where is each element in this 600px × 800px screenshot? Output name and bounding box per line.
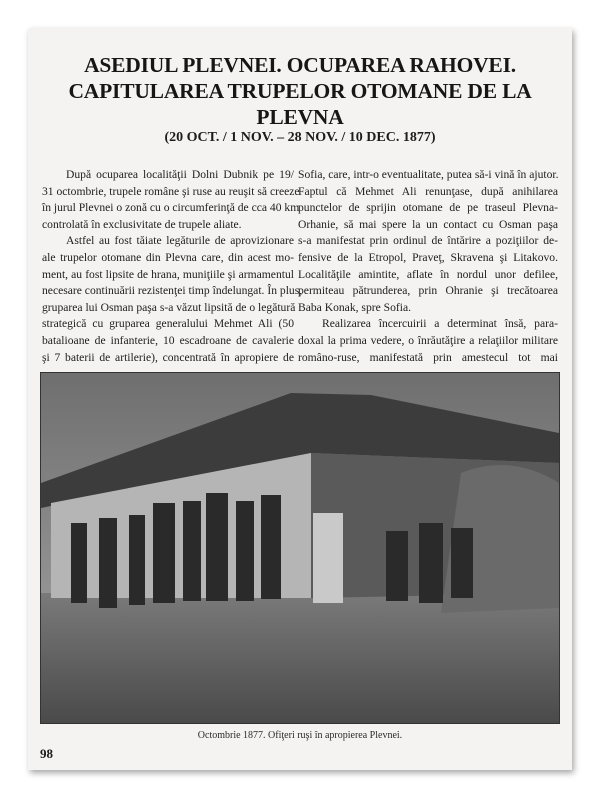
text-line: Orhanie, să mai spere la un contact cu Osman paşa (298, 217, 558, 231)
left-column (42, 167, 303, 366)
text-line: Realizarea încercuirii a determinat însă, para- (322, 317, 558, 331)
officer-light-coat (313, 513, 343, 603)
chapter-dates: (20 OCT. / 1 NOV. – 28 NOV. / 10 DEC. 1877) (164, 130, 436, 145)
photo-illustration (41, 373, 559, 723)
text-line: Astfel au fost tăiate legăturile de aprovizionare (66, 234, 294, 248)
text-line: Localităţile amintite, aflate în nordul unor defilee, (298, 267, 558, 281)
text-line: ale trupelor otomane din Plevna care, din acest mo- (42, 250, 294, 264)
text-line: ment, au fost lipsite de hrana, muniţiile şi armamentul (42, 267, 294, 281)
text-line: permiteau pătrunderea, prin Ohranie şi trecătoarea (298, 284, 558, 298)
text-line: şi 7 baterii de artilerie), concentrată în apropiere de (42, 350, 294, 364)
text-line: punctelor de sprijin otomane de pe traseul Plevna- (298, 201, 558, 215)
ground (41, 593, 559, 723)
text-line: fensive de la Etropol, Praveţ, Skravena şi Litakovo. (298, 250, 558, 264)
text-line: româno-ruse, manifestată prin amestecul tot mai (298, 350, 558, 364)
text-line: gruparea lui Osman paşa s-a văzut lipsită de o legătură (42, 300, 296, 314)
historical-photo (40, 372, 560, 724)
text-line: Baba Konak, spre Sofia. (298, 300, 412, 314)
text-line: s-a manifestat prin ordinul de întărire a poziţiilor de- (298, 234, 558, 248)
text-line: strategică cu gruparea generalului Mehmet Ali (50 (42, 317, 294, 331)
text-line: După ocuparea localităţii Dolni Dubnik pe 19/ (66, 168, 294, 181)
text-line: necesare continuării rezistenţei timp îndelungat. În plus, (42, 284, 303, 298)
text-line: controlată în exclusivitate de trupele aliate. (42, 217, 242, 231)
text-line: 31 octombrie, trupele române şi ruse au reuşit să creeze (42, 184, 300, 198)
page-number: 98 (40, 746, 53, 761)
title-line: CAPITULAREA TRUPELOR OTOMANE DE LA (68, 79, 532, 103)
text-line: batalioane de infanterie, 10 escadroane de cavalerie (42, 333, 294, 347)
title-line: ASEDIUL PLEVNEI. OCUPAREA RAHOVEI. (84, 53, 516, 77)
text-line: doxal la prima vedere, o înrăutăţire a relaţiilor militare (298, 333, 558, 347)
text-line: Sofia, care, intr-o eventualitate, putea să-i vină în ajutor. (298, 168, 559, 181)
text-line: în jurul Plevnei o zonă cu o circumferinţă de cca 40 km (42, 201, 300, 215)
title-line: PLEVNA (256, 105, 344, 129)
chapter-title (28, 52, 572, 130)
scanned-page (28, 28, 572, 770)
photo-caption: Octombrie 1877. Ofiţeri ruşi în apropierea Plevnei. (197, 730, 403, 741)
text-line: Faptul că Mehmet Ali renunţase, după anihilarea (298, 184, 558, 198)
right-column (298, 167, 558, 366)
